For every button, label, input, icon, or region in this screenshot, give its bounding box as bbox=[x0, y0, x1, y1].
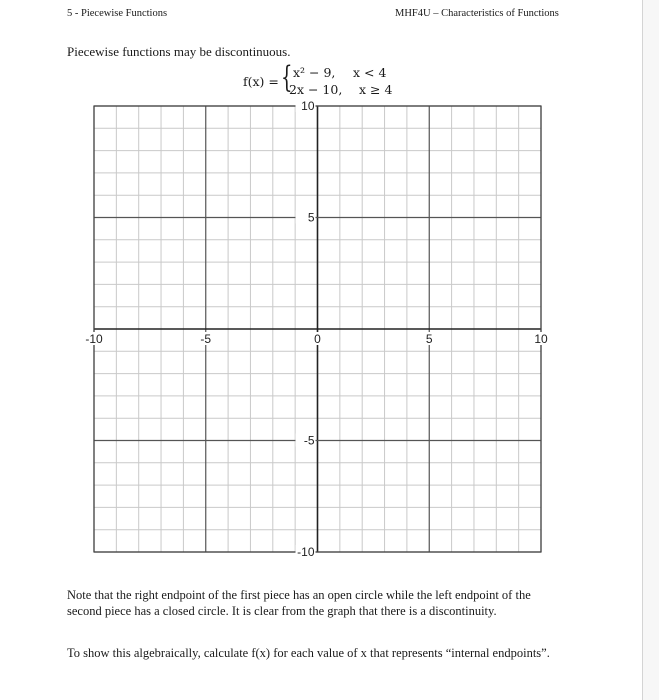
header-right: MHF4U – Characteristics of Functions bbox=[395, 8, 559, 19]
scroll-gutter bbox=[643, 0, 659, 700]
x-tick-label: -10 bbox=[85, 332, 103, 346]
x-tick-label: -5 bbox=[200, 332, 212, 346]
piece2-expression: 2x − 10, bbox=[289, 82, 343, 97]
note-paragraph-2: To show this algebraically, calculate f(x) for each value of x that represents “internal endpoints”. bbox=[67, 646, 550, 660]
x-tick-label: 10 bbox=[534, 332, 548, 346]
y-tick-label: 10 bbox=[301, 99, 315, 113]
intro-text: Piecewise functions may be discontinuous. bbox=[67, 44, 291, 59]
formula-brace: { bbox=[281, 60, 293, 95]
x-tick-label: 0 bbox=[314, 332, 321, 346]
piece1-expression: x² − 9, bbox=[293, 65, 336, 80]
header-left: 5 - Piecewise Functions bbox=[67, 8, 168, 19]
y-tick-label: 5 bbox=[307, 210, 315, 225]
formula-lhs: f(x) = bbox=[243, 74, 279, 89]
y-tick-label: -5 bbox=[303, 433, 315, 448]
piece2-condition: x ≥ 4 bbox=[359, 82, 393, 97]
note-paragraph-1: Note that the right endpoint of the first piece has an open circle while the left endpoint of the second piece has a closed circle. It is clear from the graph that there is a discontinuity. bbox=[67, 588, 531, 618]
piece1-condition: x < 4 bbox=[353, 65, 387, 80]
y-tick-label: -10 bbox=[297, 545, 315, 559]
x-tick-label: 5 bbox=[425, 332, 433, 346]
